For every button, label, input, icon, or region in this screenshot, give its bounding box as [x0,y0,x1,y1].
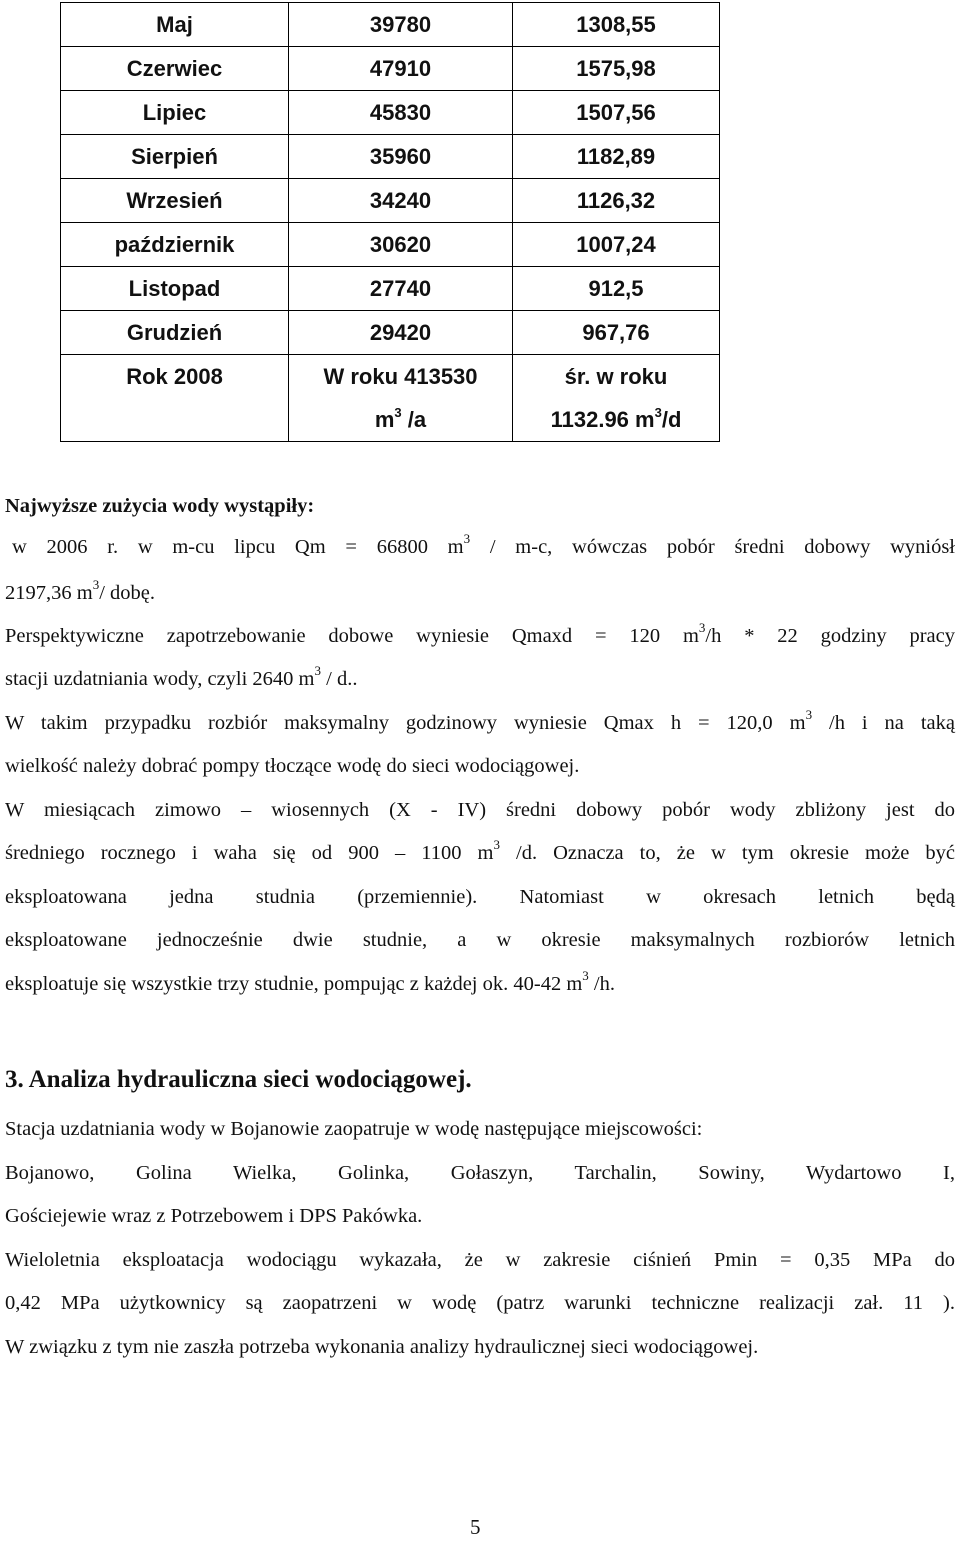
monthly-volume-cell: 29420 [289,311,513,355]
month-cell: Czerwiec [61,47,289,91]
text-line: eksploatowana jedna studnia (przemiennie). Natomiast w okresach letnich będą [5,886,955,908]
text-line: Gościejewie wraz z Potrzebowem i DPS Pakówka. [5,1205,423,1227]
table-row [61,267,720,311]
text-segment: / d.. [321,668,358,690]
month-cell: październik [61,223,289,267]
table-row [61,311,720,355]
yearly-average-unit: /d [661,407,682,432]
yearly-total-cell [289,355,513,442]
text-line [5,663,955,691]
text-segment: /h i na taką [812,712,955,734]
text-segment: /d. Oznacza to, że w tym okresie może być [499,842,955,864]
yearly-total-unit-pre: m [374,407,395,432]
text-line: 0,42 MPa użytkownicy są zaopatrzeni w wodę (patrz warunki techniczne realizacji zał. 11 ). [5,1292,955,1314]
month-cell: Wrzesień [61,179,289,223]
text-line [5,968,955,996]
section-heading: 3. Analiza hydrauliczna sieci wodociągowej. [5,1066,472,1093]
monthly-volume-cell: 34240 [289,179,513,223]
table-row [61,223,720,267]
yearly-total-unit-post: /a [401,407,427,432]
month-cell: Sierpień [61,135,289,179]
text-line [5,620,955,648]
text-line: eksploatowane jednocześnie dwie studnie, a w okresie maksymalnych rozbiorów letnich [5,929,955,951]
text-line: Wieloletnia eksploatacja wodociągu wykazała, że w zakresie ciśnień Pmin = 0,35 MPa do [5,1249,955,1271]
text-segment: eksploatuje się wszystkie trzy studnie, pompując z każdej ok. 40-42 m [5,973,583,995]
text-segment: /h * 22 godziny pracy [705,625,955,647]
exponent: 3 [582,968,589,983]
daily-average-cell: 1007,24 [513,223,720,267]
text-segment: w 2006 r. w m-cu lipcu Qm = 66800 m [12,536,464,558]
table-row [61,47,720,91]
monthly-volume-cell: 47910 [289,47,513,91]
yearly-average-exponent: 3 [654,405,662,420]
daily-average-cell: 1575,98 [513,47,720,91]
highest-usage-heading: Najwyższe zużycia wody wystąpiły: [5,495,315,517]
exponent: 3 [463,531,471,546]
text-line: Bojanowo, Golina Wielka, Golinka, Gołaszyn, Tarchalin, Sowiny, Wydartowo I, [5,1162,955,1184]
year-label: Rok 2008 [126,364,223,389]
exponent: 3 [493,837,500,852]
monthly-volume-cell: 30620 [289,223,513,267]
text-line [5,707,955,735]
table-summary-row [61,355,720,442]
daily-average-cell: 967,76 [513,311,720,355]
month-cell: Listopad [61,267,289,311]
month-cell: Lipiec [61,91,289,135]
text-segment: / m-c, wówczas pobór średni dobowy wyniósł [470,536,955,558]
monthly-volume-cell: 35960 [289,135,513,179]
exponent: 3 [805,707,813,722]
text-line: W związku z tym nie zaszła potrzeba wykonania analizy hydraulicznej sieci wodociągowej. [5,1336,759,1358]
yearly-average-line1: śr. w roku [564,364,668,389]
daily-average-cell: 912,5 [513,267,720,311]
text-line: W miesiącach zimowo – wiosennych (X - IV) średni dobowy pobór wody zbliżony jest do [5,799,955,821]
monthly-volume-cell: 27740 [289,267,513,311]
table-row [61,3,720,47]
yearly-total-line1: W roku 413530 [323,364,478,389]
year-label-cell [61,355,289,442]
month-cell: Maj [61,3,289,47]
monthly-volume-cell: 45830 [289,91,513,135]
text-segment: Perspektywiczne zapotrzebowanie dobowe wyniesie Qmaxd = 120 m [5,625,699,647]
exponent: 3 [698,620,706,635]
text-line [5,837,955,865]
text-segment: /h. [588,973,615,995]
page-number: 5 [470,1515,481,1539]
yearly-average-cell [513,355,720,442]
table-row [61,179,720,223]
exponent: 3 [92,577,100,592]
yearly-total-exponent: 3 [394,405,402,420]
text-line: wielkość należy dobrać pompy tłoczące wodę do sieci wodociągowej. [5,755,580,777]
daily-average-cell: 1182,89 [513,135,720,179]
monthly-volume-cell: 39780 [289,3,513,47]
text-line [5,577,955,605]
text-line: Stacja uzdatniania wody w Bojanowie zaopatruje w wodę następujące miejscowości: [5,1118,703,1140]
text-segment: W takim przypadku rozbiór maksymalny godzinowy wyniesie Qmax h = 120,0 m [5,712,806,734]
month-cell: Grudzień [61,311,289,355]
text-segment: 2197,36 m [5,582,93,604]
table-row [61,91,720,135]
text-segment: / dobę. [99,582,155,604]
daily-average-cell: 1308,55 [513,3,720,47]
water-usage-table [60,2,720,442]
exponent: 3 [314,663,322,678]
text-segment: średniego rocznego i waha się od 900 – 1100 m [5,842,494,864]
daily-average-cell: 1507,56 [513,91,720,135]
text-line [12,531,955,559]
text-segment: stacji uzdatniania wody, czyli 2640 m [5,668,315,690]
daily-average-cell: 1126,32 [513,179,720,223]
yearly-average-value: 1132.96 m [550,407,655,432]
table-row [61,135,720,179]
